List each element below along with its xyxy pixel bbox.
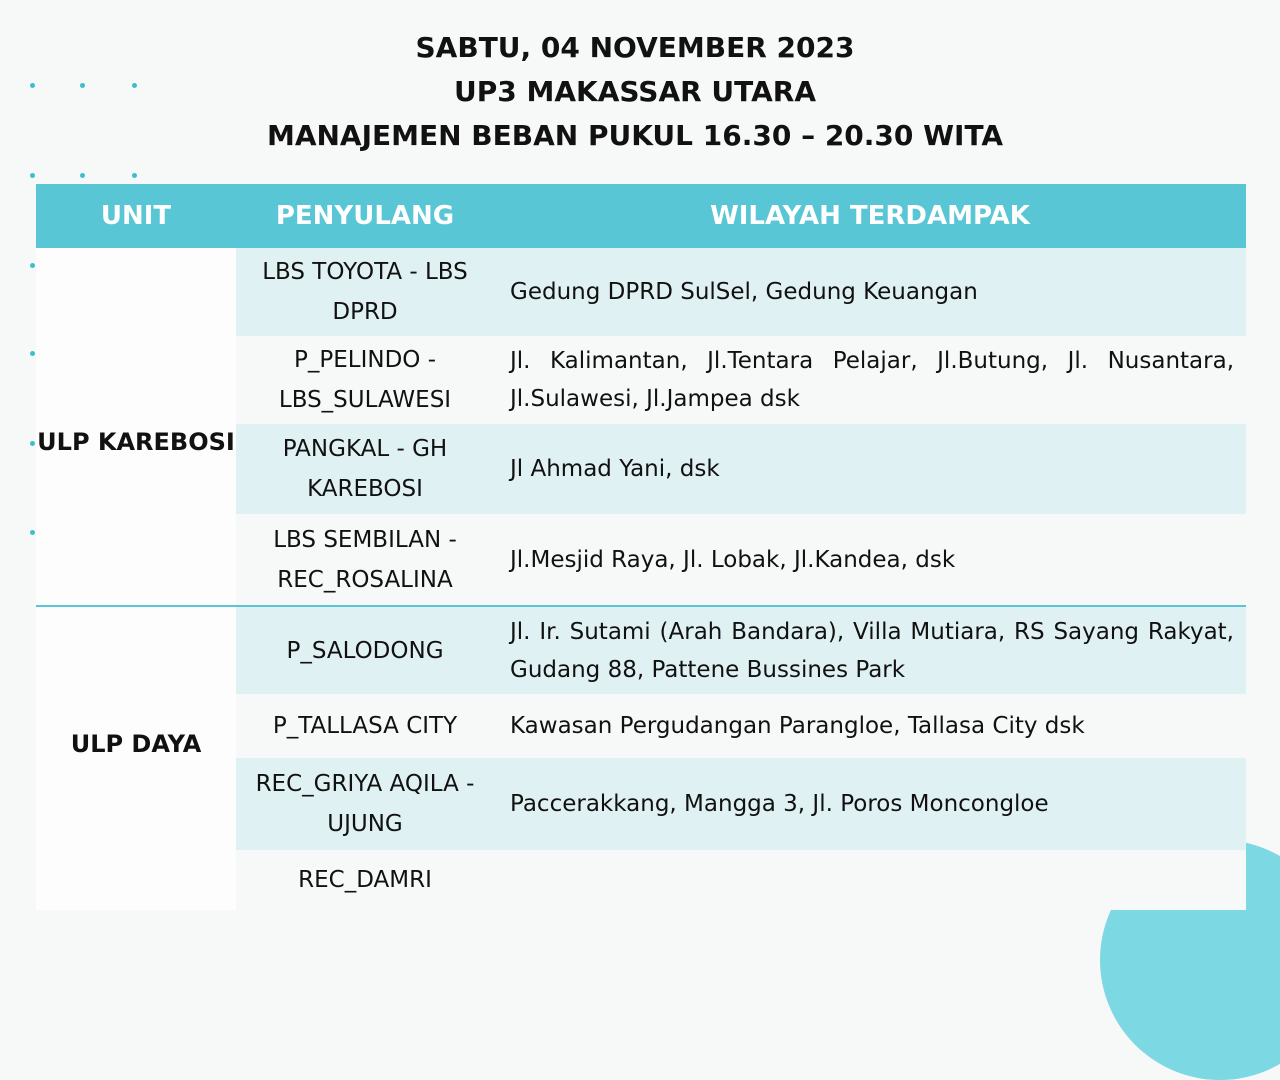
area-cell: Kawasan Pergudangan Parangloe, Tallasa City dsk <box>494 694 1246 758</box>
table-header-row <box>36 184 1246 248</box>
table-row <box>36 248 1246 336</box>
dot <box>132 83 137 88</box>
area-cell: Jl Ahmad Yani, dsk <box>494 424 1246 514</box>
unit-cell <box>36 606 236 910</box>
dot <box>30 441 35 446</box>
feeder-cell: P_SALODONG <box>236 606 494 694</box>
dot <box>80 173 85 178</box>
dot <box>80 83 85 88</box>
feeder-cell: LBS SEMBILAN - REC_ROSALINA <box>236 514 494 606</box>
table-row <box>36 606 1246 694</box>
feeder-cell: REC_GRIYA AQILA - UJUNG <box>236 758 494 850</box>
dot <box>30 351 35 356</box>
area-cell <box>494 850 1246 910</box>
area-cell: Gedung DPRD SulSel, Gedung Keuangan <box>494 248 1246 336</box>
feeder-cell: P_TALLASA CITY <box>236 694 494 758</box>
area-cell: Jl.Mesjid Raya, Jl. Lobak, Jl.Kandea, dsk <box>494 514 1246 606</box>
dot <box>30 530 35 535</box>
dot <box>30 263 35 268</box>
unit-label: ULP KAREBOSI <box>37 427 235 456</box>
feeder-cell: LBS TOYOTA - LBS DPRD <box>236 248 494 336</box>
area-cell: Jl. Ir. Sutami (Arah Bandara), Villa Mutiara, RS Sayang Rakyat, Gudang 88, Pattene Bussines Park <box>494 606 1246 694</box>
column-header-unit: UNIT <box>36 184 236 248</box>
document-title <box>0 26 1270 158</box>
dot <box>132 173 137 178</box>
dot <box>30 173 35 178</box>
feeder-cell: REC_DAMRI <box>236 850 494 910</box>
area-cell: Paccerakkang, Mangga 3, Jl. Poros Moncongloe <box>494 758 1246 850</box>
column-header-feeder: PENYULANG <box>236 184 494 248</box>
title-date: SABTU, 04 NOVEMBER 2023 <box>415 31 855 64</box>
unit-label: ULP DAYA <box>70 729 202 758</box>
title-office: UP3 MAKASSAR UTARA <box>453 75 816 108</box>
dot <box>30 83 35 88</box>
title-schedule: MANAJEMEN BEBAN PUKUL 16.30 – 20.30 WITA <box>266 119 1004 152</box>
load-management-table <box>36 184 1246 910</box>
column-header-affected-area: WILAYAH TERDAMPAK <box>494 184 1246 248</box>
feeder-cell: P_PELINDO - LBS_SULAWESI <box>236 336 494 424</box>
feeder-cell: PANGKAL - GH KAREBOSI <box>236 424 494 514</box>
unit-cell <box>36 248 236 606</box>
area-cell: Jl. Kalimantan, Jl.Tentara Pelajar, Jl.Butung, Jl. Nusantara, Jl.Sulawesi, Jl.Jampea dsk <box>494 336 1246 424</box>
